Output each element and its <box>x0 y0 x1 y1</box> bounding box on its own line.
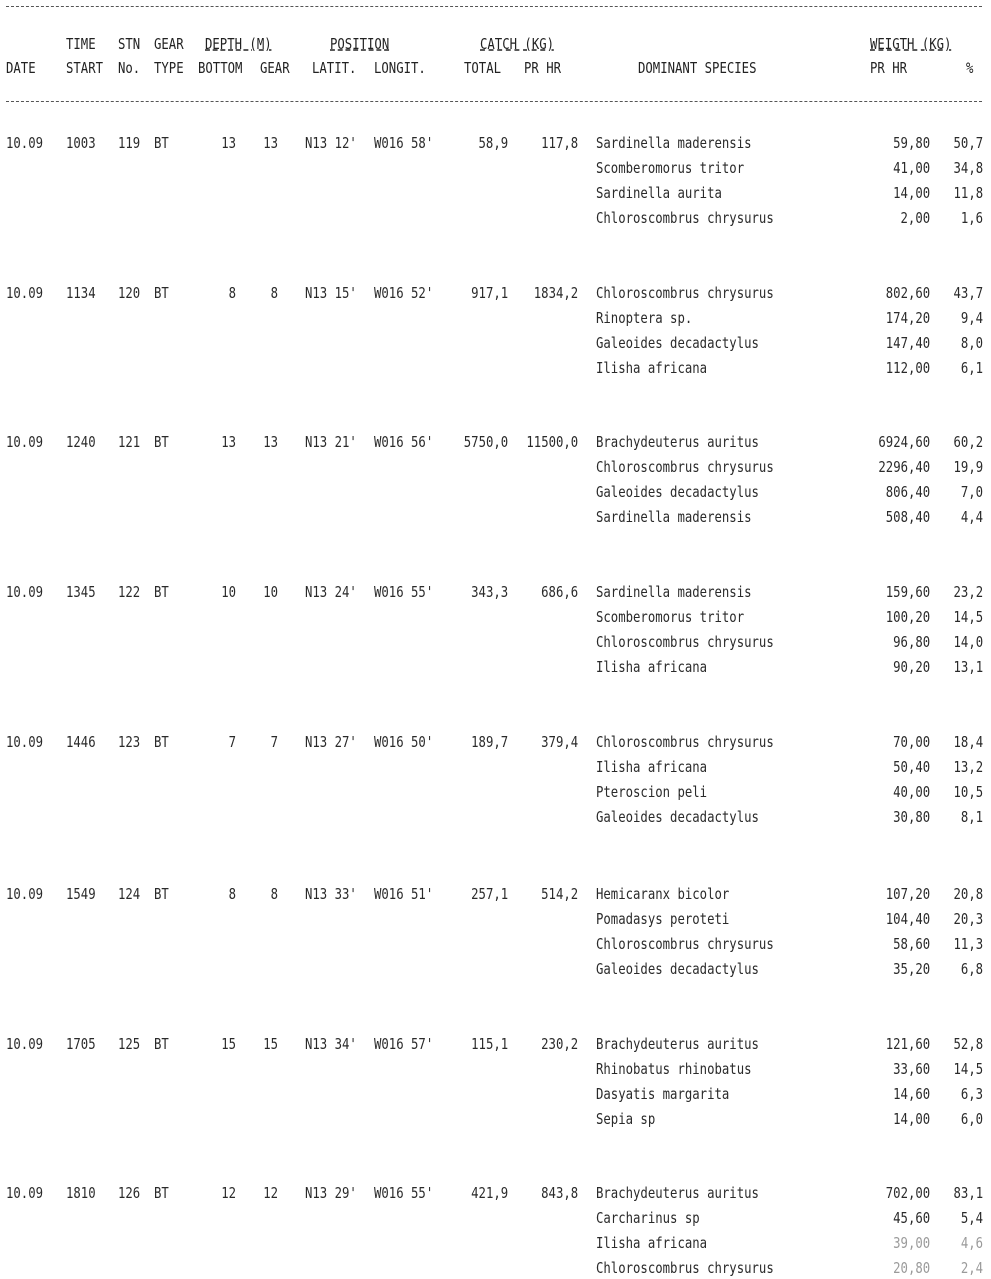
station-catch-pr-hr: 379,4 <box>540 733 578 751</box>
species-percent: 23,2 <box>953 583 983 601</box>
station-time: 1446 <box>66 733 96 751</box>
station-time: 1003 <box>66 134 96 152</box>
species-percent: 2,4 <box>960 1259 983 1277</box>
station-latitude: N13 12' <box>305 134 357 152</box>
header-no: No. <box>118 59 141 77</box>
species-name: Galeoides decadactylus <box>596 483 759 501</box>
species-weight-pr-hr: 14,00 <box>892 184 930 202</box>
species-name: Brachydeuterus auritus <box>596 1035 759 1053</box>
station-catch-pr-hr: 11500,0 <box>526 433 578 451</box>
species-percent: 34,8 <box>953 159 983 177</box>
species-percent: 20,3 <box>953 910 983 928</box>
species-percent: 6,0 <box>960 1110 983 1128</box>
species-name: Sardinella maderensis <box>596 583 752 601</box>
species-name: Chloroscombrus chrysurus <box>596 209 774 227</box>
species-weight-pr-hr: 40,00 <box>892 783 930 801</box>
species-weight-pr-hr: 96,80 <box>892 633 930 651</box>
species-percent: 52,8 <box>953 1035 983 1053</box>
station-catch-total: 189,7 <box>470 733 508 751</box>
species-weight-pr-hr: 90,20 <box>892 658 930 676</box>
species-weight-pr-hr: 39,00 <box>892 1234 930 1252</box>
station-longitude: W016 56' <box>374 433 434 451</box>
header-weight-pr-hr: PR HR <box>870 59 908 77</box>
station-longitude: W016 55' <box>374 583 434 601</box>
species-percent: 4,6 <box>960 1234 983 1252</box>
species-name: Chloroscombrus chrysurus <box>596 935 774 953</box>
station-catch-pr-hr: 117,8 <box>540 134 578 152</box>
station-gear-type: BT <box>154 885 169 903</box>
station-time: 1549 <box>66 885 96 903</box>
station-catch-pr-hr: 514,2 <box>540 885 578 903</box>
species-name: Carcharinus sp <box>596 1209 700 1227</box>
station-date: 10.09 <box>6 134 44 152</box>
header-date: DATE <box>6 59 36 77</box>
station-bottom-depth: 10 <box>221 583 236 601</box>
station-gear-depth: 10 <box>263 583 278 601</box>
station-longitude: W016 55' <box>374 1184 434 1202</box>
species-name: Hemicaranx bicolor <box>596 885 730 903</box>
station-date: 10.09 <box>6 433 44 451</box>
species-weight-pr-hr: 2296,40 <box>878 458 930 476</box>
species-weight-pr-hr: 50,40 <box>892 758 930 776</box>
station-longitude: W016 51' <box>374 885 434 903</box>
header-weight-group: WEIGTH (KG) <box>870 35 952 53</box>
species-name: Dasyatis margarita <box>596 1085 730 1103</box>
species-weight-pr-hr: 112,00 <box>885 359 930 377</box>
station-date: 10.09 <box>6 284 44 302</box>
header-start: START <box>66 59 104 77</box>
station-catch-pr-hr: 230,2 <box>540 1035 578 1053</box>
species-weight-pr-hr: 59,80 <box>892 134 930 152</box>
species-percent: 6,8 <box>960 960 983 978</box>
station-latitude: N13 27' <box>305 733 357 751</box>
station-catch-total: 917,1 <box>470 284 508 302</box>
header-percent: % <box>966 59 974 77</box>
species-weight-pr-hr: 35,20 <box>892 960 930 978</box>
species-weight-pr-hr: 802,60 <box>885 284 930 302</box>
species-percent: 8,0 <box>960 334 983 352</box>
species-weight-pr-hr: 2,00 <box>900 209 930 227</box>
species-weight-pr-hr: 508,40 <box>885 508 930 526</box>
station-latitude: N13 24' <box>305 583 357 601</box>
station-bottom-depth: 13 <box>221 433 236 451</box>
station-catch-pr-hr: 843,8 <box>540 1184 578 1202</box>
species-weight-pr-hr: 33,60 <box>892 1060 930 1078</box>
species-percent: 13,1 <box>953 658 983 676</box>
station-gear-type: BT <box>154 134 169 152</box>
species-percent: 14,5 <box>953 1060 983 1078</box>
header-gear: GEAR <box>154 35 184 53</box>
station-longitude: W016 52' <box>374 284 434 302</box>
species-weight-pr-hr: 104,40 <box>885 910 930 928</box>
header-pr-hr: PR HR <box>524 59 562 77</box>
station-gear-type: BT <box>154 733 169 751</box>
station-gear-depth: 8 <box>270 284 278 302</box>
station-gear-type: BT <box>154 1184 169 1202</box>
station-number: 122 <box>118 583 141 601</box>
species-percent: 9,4 <box>960 309 983 327</box>
species-weight-pr-hr: 702,00 <box>885 1184 930 1202</box>
species-weight-pr-hr: 147,40 <box>885 334 930 352</box>
header-bottom: BOTTOM <box>198 59 243 77</box>
station-latitude: N13 15' <box>305 284 357 302</box>
species-percent: 7,0 <box>960 483 983 501</box>
station-number: 124 <box>118 885 141 903</box>
station-gear-type: BT <box>154 1035 169 1053</box>
species-percent: 60,2 <box>953 433 983 451</box>
species-weight-pr-hr: 41,00 <box>892 159 930 177</box>
species-name: Ilisha africana <box>596 359 708 377</box>
header-stn: STN <box>118 35 141 53</box>
species-name: Chloroscombrus chrysurus <box>596 1259 774 1277</box>
station-latitude: N13 34' <box>305 1035 357 1053</box>
species-percent: 83,1 <box>953 1184 983 1202</box>
station-time: 1134 <box>66 284 96 302</box>
species-weight-pr-hr: 14,00 <box>892 1110 930 1128</box>
species-weight-pr-hr: 121,60 <box>885 1035 930 1053</box>
station-catch-total: 257,1 <box>470 885 508 903</box>
station-gear-depth: 13 <box>263 134 278 152</box>
station-latitude: N13 29' <box>305 1184 357 1202</box>
species-weight-pr-hr: 30,80 <box>892 808 930 826</box>
station-longitude: W016 57' <box>374 1035 434 1053</box>
species-name: Rhinobatus rhinobatus <box>596 1060 752 1078</box>
species-name: Galeoides decadactylus <box>596 960 759 978</box>
species-weight-pr-hr: 14,60 <box>892 1085 930 1103</box>
species-name: Chloroscombrus chrysurus <box>596 284 774 302</box>
station-catch-pr-hr: 686,6 <box>540 583 578 601</box>
species-name: Scomberomorus tritor <box>596 159 745 177</box>
header-catch-group: CATCH (KG) <box>480 35 555 53</box>
station-bottom-depth: 8 <box>228 885 236 903</box>
species-name: Galeoides decadactylus <box>596 808 759 826</box>
station-bottom-depth: 13 <box>221 134 236 152</box>
station-gear-type: BT <box>154 433 169 451</box>
station-bottom-depth: 7 <box>228 733 236 751</box>
header-dominant-species: DOMINANT SPECIES <box>638 59 757 77</box>
species-name: Galeoides decadactylus <box>596 334 759 352</box>
species-name: Sepia sp <box>596 1110 656 1128</box>
station-bottom-depth: 15 <box>221 1035 236 1053</box>
station-number: 119 <box>118 134 141 152</box>
station-date: 10.09 <box>6 1035 44 1053</box>
species-weight-pr-hr: 6924,60 <box>878 433 930 451</box>
header-position-group: POSITION <box>330 35 390 53</box>
station-longitude: W016 58' <box>374 134 434 152</box>
species-name: Brachydeuterus auritus <box>596 1184 759 1202</box>
station-number: 120 <box>118 284 141 302</box>
station-number: 125 <box>118 1035 141 1053</box>
species-percent: 43,7 <box>953 284 983 302</box>
species-name: Chloroscombrus chrysurus <box>596 633 774 651</box>
header-total: TOTAL <box>464 59 502 77</box>
station-catch-total: 5750,0 <box>463 433 508 451</box>
species-percent: 1,6 <box>960 209 983 227</box>
station-number: 126 <box>118 1184 141 1202</box>
species-name: Brachydeuterus auritus <box>596 433 759 451</box>
species-percent: 6,1 <box>960 359 983 377</box>
species-weight-pr-hr: 58,60 <box>892 935 930 953</box>
species-name: Ilisha africana <box>596 758 708 776</box>
species-name: Pteroscion peli <box>596 783 708 801</box>
species-percent: 13,2 <box>953 758 983 776</box>
species-weight-pr-hr: 806,40 <box>885 483 930 501</box>
header-depth-group: DEPTH (M) <box>205 35 272 53</box>
header-latit: LATIT. <box>312 59 357 77</box>
species-name: Sardinella maderensis <box>596 134 752 152</box>
station-number: 121 <box>118 433 141 451</box>
station-bottom-depth: 12 <box>221 1184 236 1202</box>
species-name: Sardinella aurita <box>596 184 722 202</box>
station-catch-total: 343,3 <box>470 583 508 601</box>
station-time: 1240 <box>66 433 96 451</box>
station-time: 1345 <box>66 583 96 601</box>
species-name: Pomadasys peroteti <box>596 910 730 928</box>
station-date: 10.09 <box>6 583 44 601</box>
station-longitude: W016 50' <box>374 733 434 751</box>
species-name: Ilisha africana <box>596 1234 708 1252</box>
station-catch-total: 115,1 <box>470 1035 508 1053</box>
species-name: Sardinella maderensis <box>596 508 752 526</box>
species-name: Scomberomorus tritor <box>596 608 745 626</box>
station-gear-depth: 13 <box>263 433 278 451</box>
species-percent: 4,4 <box>960 508 983 526</box>
header-longit: LONGIT. <box>374 59 426 77</box>
station-gear-depth: 12 <box>263 1184 278 1202</box>
species-weight-pr-hr: 70,00 <box>892 733 930 751</box>
species-percent: 11,3 <box>953 935 983 953</box>
species-percent: 8,1 <box>960 808 983 826</box>
station-time: 1810 <box>66 1184 96 1202</box>
top-rule <box>6 6 982 7</box>
header-time: TIME <box>66 35 96 53</box>
species-percent: 18,4 <box>953 733 983 751</box>
species-percent: 50,7 <box>953 134 983 152</box>
species-name: Ilisha africana <box>596 658 708 676</box>
station-date: 10.09 <box>6 733 44 751</box>
species-percent: 20,8 <box>953 885 983 903</box>
species-percent: 11,8 <box>953 184 983 202</box>
species-percent: 14,5 <box>953 608 983 626</box>
species-weight-pr-hr: 174,20 <box>885 309 930 327</box>
species-name: Rinoptera sp. <box>596 309 693 327</box>
station-gear-depth: 7 <box>270 733 278 751</box>
station-time: 1705 <box>66 1035 96 1053</box>
station-gear-depth: 8 <box>270 885 278 903</box>
species-weight-pr-hr: 45,60 <box>892 1209 930 1227</box>
station-latitude: N13 33' <box>305 885 357 903</box>
species-percent: 5,4 <box>960 1209 983 1227</box>
species-weight-pr-hr: 20,80 <box>892 1259 930 1277</box>
species-percent: 10,5 <box>953 783 983 801</box>
species-weight-pr-hr: 107,20 <box>885 885 930 903</box>
header-rule <box>6 101 982 102</box>
station-gear-type: BT <box>154 284 169 302</box>
species-name: Chloroscombrus chrysurus <box>596 733 774 751</box>
station-catch-total: 58,9 <box>478 134 508 152</box>
station-date: 10.09 <box>6 885 44 903</box>
header-gear-depth: GEAR <box>260 59 290 77</box>
species-percent: 19,9 <box>953 458 983 476</box>
station-bottom-depth: 8 <box>228 284 236 302</box>
station-latitude: N13 21' <box>305 433 357 451</box>
species-percent: 6,3 <box>960 1085 983 1103</box>
species-weight-pr-hr: 159,60 <box>885 583 930 601</box>
station-catch-total: 421,9 <box>470 1184 508 1202</box>
species-weight-pr-hr: 100,20 <box>885 608 930 626</box>
species-name: Chloroscombrus chrysurus <box>596 458 774 476</box>
station-date: 10.09 <box>6 1184 44 1202</box>
header-type: TYPE <box>154 59 184 77</box>
station-gear-type: BT <box>154 583 169 601</box>
station-gear-depth: 15 <box>263 1035 278 1053</box>
station-number: 123 <box>118 733 141 751</box>
station-catch-pr-hr: 1834,2 <box>533 284 578 302</box>
species-percent: 14,0 <box>953 633 983 651</box>
